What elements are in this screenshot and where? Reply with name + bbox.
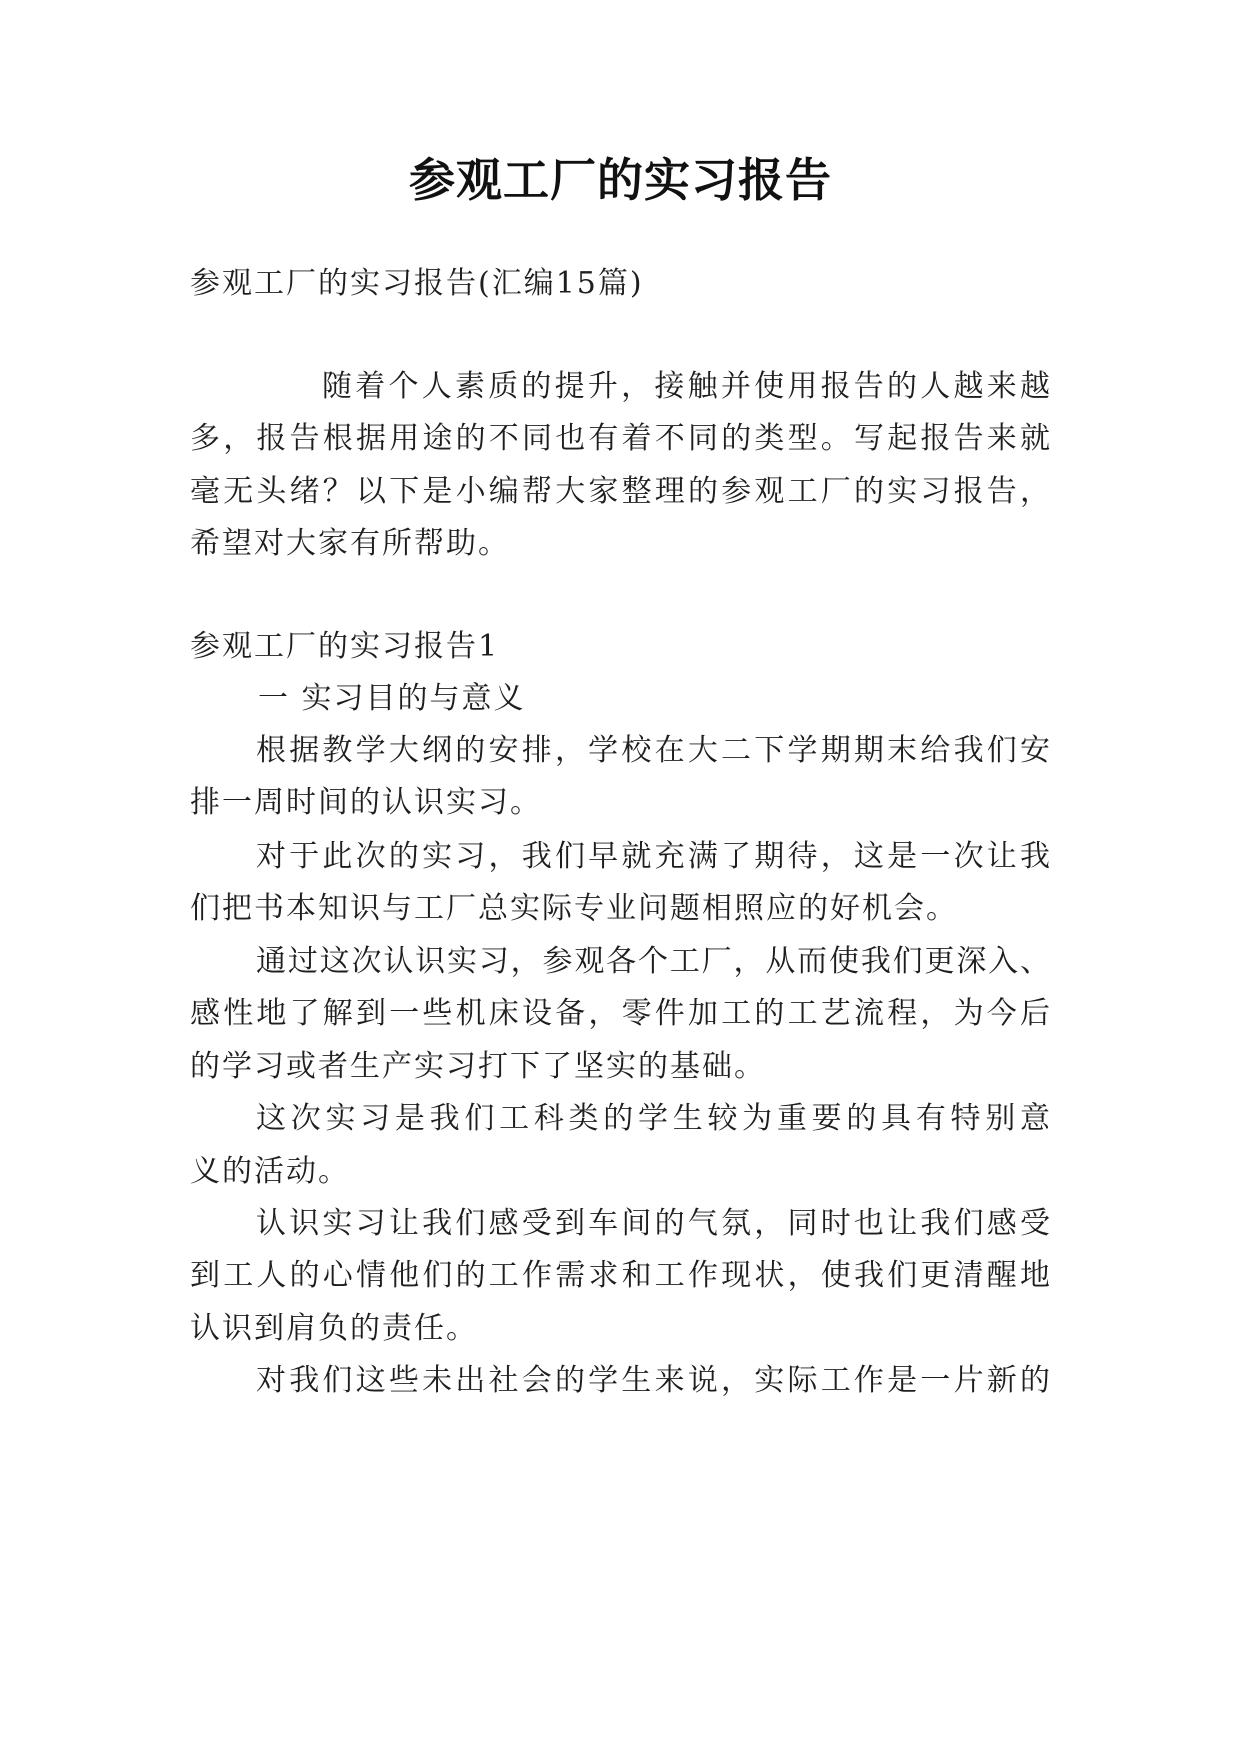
- document-title: 参观工厂的实习报告: [409, 153, 832, 207]
- body-line: 们把书本知识与工厂总实际专业问题相照应的好机会。: [190, 891, 958, 926]
- body-line: 义的活动。: [190, 1154, 350, 1189]
- body-line: 的学习或者生产实习打下了坚实的基础。: [190, 1049, 766, 1084]
- document-subtitle: 参观工厂的实习报告(汇编15篇): [190, 266, 644, 301]
- intro-line: 毫无头绪？以下是小编帮大家整理的参观工厂的实习报告，: [190, 474, 1050, 509]
- intro-line: 希望对大家有所帮助。: [190, 526, 510, 561]
- sub-heading: 一 实习目的与意义: [258, 681, 526, 716]
- body-line: 根据教学大纲的安排，学校在大二下学期期末给我们安: [256, 733, 1050, 768]
- body-line: 这次实习是我们工科类的学生较为重要的具有特别意: [256, 1101, 1050, 1136]
- section-heading: 参观工厂的实习报告1: [190, 629, 500, 664]
- body-line: 通过这次认识实习，参观各个工厂，从而使我们更深入、: [256, 944, 1050, 979]
- body-line: 对我们这些未出社会的学生来说，实际工作是一片新的: [256, 1363, 1050, 1398]
- body-line: 认识到肩负的责任。: [190, 1311, 478, 1346]
- intro-line: 随着个人素质的提升，接触并使用报告的人越来越: [322, 369, 1050, 404]
- body-line: 对于此次的实习，我们早就充满了期待，这是一次让我: [256, 839, 1050, 874]
- intro-line: 多，报告根据用途的不同也有着不同的类型。写起报告来就: [190, 421, 1050, 456]
- body-line: 排一周时间的认识实习。: [190, 785, 542, 820]
- body-line: 认识实习让我们感受到车间的气氛，同时也让我们感受: [256, 1206, 1050, 1241]
- body-line: 感性地了解到一些机床设备，零件加工的工艺流程，为今后: [190, 996, 1050, 1031]
- body-line: 到工人的心情他们的工作需求和工作现状，使我们更清醒地: [190, 1258, 1050, 1293]
